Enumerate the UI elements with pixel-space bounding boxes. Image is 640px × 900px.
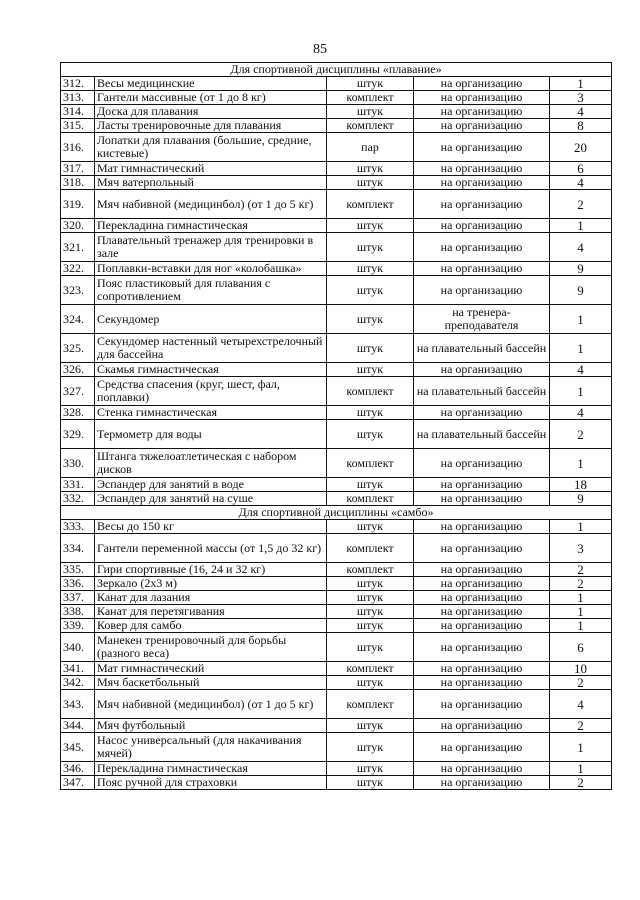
quantity-basis-cell: на организацию: [414, 733, 550, 762]
equipment-name-cell: Гири спортивные (16, 24 и 32 кг): [95, 563, 327, 577]
equipment-name-cell: Мяч набивной (медицинбол) (от 1 до 5 кг): [95, 690, 327, 719]
quantity-basis-cell: на организацию: [414, 619, 550, 633]
equipment-name-cell: Скамья гимнастическая: [95, 363, 327, 377]
count-cell: 3: [550, 91, 612, 105]
table-row: [61, 762, 612, 776]
quantity-basis-cell: на организацию: [414, 605, 550, 619]
row-number-cell: 337.: [61, 591, 95, 605]
unit-cell: штук: [327, 619, 414, 633]
row-number-cell: 342.: [61, 676, 95, 690]
row-number-cell: 323.: [61, 276, 95, 305]
section-title: Для спортивной дисциплины «самбо»: [61, 506, 612, 520]
equipment-name-cell: Стенка гимнастическая: [95, 406, 327, 420]
unit-cell: комплект: [327, 662, 414, 676]
section-header-row: [61, 63, 612, 77]
quantity-basis-cell: на организацию: [414, 719, 550, 733]
row-number-cell: 312.: [61, 77, 95, 91]
equipment-name-cell: Мат гимнастический: [95, 662, 327, 676]
row-number-cell: 334.: [61, 534, 95, 563]
count-cell: 9: [550, 492, 612, 506]
quantity-basis-cell: на организацию: [414, 176, 550, 190]
row-number-cell: 330.: [61, 449, 95, 478]
row-number-cell: 328.: [61, 406, 95, 420]
equipment-name-cell: Весы медицинские: [95, 77, 327, 91]
count-cell: 3: [550, 534, 612, 563]
table-row: [61, 719, 612, 733]
equipment-name-cell: Канат для лазания: [95, 591, 327, 605]
count-cell: 1: [550, 619, 612, 633]
row-number-cell: 341.: [61, 662, 95, 676]
table-row: [61, 690, 612, 719]
equipment-name-cell: Эспандер для занятий на суше: [95, 492, 327, 506]
equipment-table-body: [61, 63, 612, 790]
table-row: [61, 534, 612, 563]
row-number-cell: 325.: [61, 334, 95, 363]
unit-cell: штук: [327, 334, 414, 363]
section-title: Для спортивной дисциплины «плавание»: [61, 63, 612, 77]
count-cell: 2: [550, 676, 612, 690]
unit-cell: штук: [327, 420, 414, 449]
equipment-name-cell: Гантели массивные (от 1 до 8 кг): [95, 91, 327, 105]
equipment-name-cell: Гантели переменной массы (от 1,5 до 32 кг): [95, 534, 327, 563]
equipment-name-cell: Зеркало (2х3 м): [95, 577, 327, 591]
count-cell: 4: [550, 690, 612, 719]
quantity-basis-cell: на организацию: [414, 406, 550, 420]
unit-cell: штук: [327, 363, 414, 377]
unit-cell: штук: [327, 762, 414, 776]
count-cell: 4: [550, 406, 612, 420]
unit-cell: комплект: [327, 563, 414, 577]
table-row: [61, 676, 612, 690]
unit-cell: комплект: [327, 119, 414, 133]
unit-cell: пар: [327, 133, 414, 162]
table-row: [61, 363, 612, 377]
equipment-table: [60, 62, 612, 790]
row-number-cell: 335.: [61, 563, 95, 577]
equipment-name-cell: Средства спасения (круг, шест, фал, поплавки): [95, 377, 327, 406]
quantity-basis-cell: на организацию: [414, 162, 550, 176]
unit-cell: комплект: [327, 377, 414, 406]
table-row: [61, 449, 612, 478]
count-cell: 2: [550, 577, 612, 591]
table-row: [61, 619, 612, 633]
count-cell: 2: [550, 190, 612, 219]
table-row: [61, 478, 612, 492]
unit-cell: штук: [327, 77, 414, 91]
equipment-name-cell: Термометр для воды: [95, 420, 327, 449]
equipment-name-cell: Штанга тяжелоатлетическая с набором дисков: [95, 449, 327, 478]
equipment-name-cell: Канат для перетягивания: [95, 605, 327, 619]
row-number-cell: 333.: [61, 520, 95, 534]
quantity-basis-cell: на тренера-преподавателя: [414, 305, 550, 334]
row-number-cell: 324.: [61, 305, 95, 334]
quantity-basis-cell: на организацию: [414, 478, 550, 492]
count-cell: 2: [550, 420, 612, 449]
row-number-cell: 313.: [61, 91, 95, 105]
equipment-name-cell: Ласты тренировочные для плавания: [95, 119, 327, 133]
quantity-basis-cell: на организацию: [414, 690, 550, 719]
count-cell: 2: [550, 776, 612, 790]
quantity-basis-cell: на организацию: [414, 190, 550, 219]
count-cell: 1: [550, 377, 612, 406]
row-number-cell: 329.: [61, 420, 95, 449]
table-row: [61, 776, 612, 790]
row-number-cell: 321.: [61, 233, 95, 262]
count-cell: 6: [550, 162, 612, 176]
equipment-name-cell: Перекладина гимнастическая: [95, 219, 327, 233]
quantity-basis-cell: на организацию: [414, 91, 550, 105]
table-row: [61, 662, 612, 676]
count-cell: 10: [550, 662, 612, 676]
row-number-cell: 344.: [61, 719, 95, 733]
quantity-basis-cell: на организацию: [414, 262, 550, 276]
equipment-name-cell: Секундомер настенный четырехстрелочный для бассейна: [95, 334, 327, 363]
quantity-basis-cell: на организацию: [414, 449, 550, 478]
quantity-basis-cell: на организацию: [414, 276, 550, 305]
unit-cell: штук: [327, 478, 414, 492]
row-number-cell: 316.: [61, 133, 95, 162]
unit-cell: комплект: [327, 534, 414, 563]
count-cell: 9: [550, 262, 612, 276]
unit-cell: штук: [327, 633, 414, 662]
count-cell: 1: [550, 305, 612, 334]
table-row: [61, 305, 612, 334]
table-row: [61, 733, 612, 762]
equipment-name-cell: Мяч набивной (медицинбол) (от 1 до 5 кг): [95, 190, 327, 219]
count-cell: 18: [550, 478, 612, 492]
table-row: [61, 105, 612, 119]
count-cell: 1: [550, 591, 612, 605]
row-number-cell: 314.: [61, 105, 95, 119]
quantity-basis-cell: на организацию: [414, 563, 550, 577]
page-number: 85: [313, 42, 327, 57]
quantity-basis-cell: на организацию: [414, 776, 550, 790]
equipment-name-cell: Весы до 150 кг: [95, 520, 327, 534]
quantity-basis-cell: на организацию: [414, 363, 550, 377]
unit-cell: штук: [327, 233, 414, 262]
table-row: [61, 190, 612, 219]
equipment-name-cell: Мат гимнастический: [95, 162, 327, 176]
count-cell: 1: [550, 77, 612, 91]
row-number-cell: 315.: [61, 119, 95, 133]
equipment-name-cell: Перекладина гимнастическая: [95, 762, 327, 776]
unit-cell: штук: [327, 605, 414, 619]
row-number-cell: 326.: [61, 363, 95, 377]
quantity-basis-cell: на организацию: [414, 119, 550, 133]
unit-cell: штук: [327, 577, 414, 591]
unit-cell: штук: [327, 105, 414, 119]
count-cell: 20: [550, 133, 612, 162]
equipment-name-cell: Доска для плавания: [95, 105, 327, 119]
quantity-basis-cell: на организацию: [414, 492, 550, 506]
equipment-name-cell: Поплавки-вставки для ног «колобашка»: [95, 262, 327, 276]
count-cell: 4: [550, 233, 612, 262]
quantity-basis-cell: на плавательный бассейн: [414, 377, 550, 406]
row-number-cell: 336.: [61, 577, 95, 591]
quantity-basis-cell: на организацию: [414, 233, 550, 262]
equipment-name-cell: Секундомер: [95, 305, 327, 334]
unit-cell: комплект: [327, 91, 414, 105]
unit-cell: штук: [327, 276, 414, 305]
section-header-row: [61, 506, 612, 520]
count-cell: 2: [550, 719, 612, 733]
quantity-basis-cell: на организацию: [414, 762, 550, 776]
table-row: [61, 420, 612, 449]
count-cell: 1: [550, 520, 612, 534]
table-row: [61, 162, 612, 176]
table-row: [61, 406, 612, 420]
unit-cell: штук: [327, 162, 414, 176]
table-row: [61, 276, 612, 305]
equipment-name-cell: Эспандер для занятий в воде: [95, 478, 327, 492]
quantity-basis-cell: на организацию: [414, 520, 550, 534]
quantity-basis-cell: на организацию: [414, 133, 550, 162]
unit-cell: штук: [327, 176, 414, 190]
row-number-cell: 319.: [61, 190, 95, 219]
row-number-cell: 345.: [61, 733, 95, 762]
unit-cell: комплект: [327, 190, 414, 219]
row-number-cell: 327.: [61, 377, 95, 406]
unit-cell: штук: [327, 305, 414, 334]
table-row: [61, 262, 612, 276]
unit-cell: комплект: [327, 449, 414, 478]
quantity-basis-cell: на организацию: [414, 591, 550, 605]
quantity-basis-cell: на организацию: [414, 534, 550, 563]
table-row: [61, 492, 612, 506]
count-cell: 1: [550, 733, 612, 762]
table-row: [61, 219, 612, 233]
unit-cell: комплект: [327, 690, 414, 719]
count-cell: 1: [550, 605, 612, 619]
count-cell: 4: [550, 176, 612, 190]
table-row: [61, 377, 612, 406]
count-cell: 8: [550, 119, 612, 133]
table-row: [61, 77, 612, 91]
table-row: [61, 233, 612, 262]
count-cell: 1: [550, 449, 612, 478]
equipment-name-cell: Насос универсальный (для накачивания мячей): [95, 733, 327, 762]
unit-cell: штук: [327, 219, 414, 233]
row-number-cell: 320.: [61, 219, 95, 233]
quantity-basis-cell: на плавательный бассейн: [414, 334, 550, 363]
row-number-cell: 338.: [61, 605, 95, 619]
unit-cell: штук: [327, 719, 414, 733]
row-number-cell: 318.: [61, 176, 95, 190]
equipment-name-cell: Мяч футбольный: [95, 719, 327, 733]
equipment-name-cell: Ковер для самбо: [95, 619, 327, 633]
row-number-cell: 343.: [61, 690, 95, 719]
unit-cell: комплект: [327, 492, 414, 506]
row-number-cell: 332.: [61, 492, 95, 506]
unit-cell: штук: [327, 262, 414, 276]
count-cell: 1: [550, 334, 612, 363]
row-number-cell: 346.: [61, 762, 95, 776]
table-row: [61, 633, 612, 662]
equipment-name-cell: Мяч ватерпольный: [95, 176, 327, 190]
quantity-basis-cell: на плавательный бассейн: [414, 420, 550, 449]
row-number-cell: 347.: [61, 776, 95, 790]
unit-cell: штук: [327, 591, 414, 605]
equipment-name-cell: Пояс ручной для страховки: [95, 776, 327, 790]
table-row: [61, 176, 612, 190]
unit-cell: штук: [327, 520, 414, 534]
count-cell: 4: [550, 105, 612, 119]
table-row: [61, 577, 612, 591]
row-number-cell: 322.: [61, 262, 95, 276]
count-cell: 1: [550, 219, 612, 233]
table-row: [61, 91, 612, 105]
equipment-name-cell: Плавательный тренажер для тренировки в зале: [95, 233, 327, 262]
quantity-basis-cell: на организацию: [414, 105, 550, 119]
unit-cell: штук: [327, 776, 414, 790]
unit-cell: штук: [327, 733, 414, 762]
quantity-basis-cell: на организацию: [414, 219, 550, 233]
unit-cell: штук: [327, 406, 414, 420]
table-row: [61, 334, 612, 363]
table-row: [61, 591, 612, 605]
row-number-cell: 340.: [61, 633, 95, 662]
row-number-cell: 339.: [61, 619, 95, 633]
table-row: [61, 563, 612, 577]
equipment-name-cell: Манекен тренировочный для борьбы (разного веса): [95, 633, 327, 662]
count-cell: 1: [550, 762, 612, 776]
row-number-cell: 317.: [61, 162, 95, 176]
equipment-name-cell: Мяч баскетбольный: [95, 676, 327, 690]
quantity-basis-cell: на организацию: [414, 77, 550, 91]
table-row: [61, 133, 612, 162]
table-row: [61, 605, 612, 619]
table-row: [61, 119, 612, 133]
quantity-basis-cell: на организацию: [414, 662, 550, 676]
quantity-basis-cell: на организацию: [414, 633, 550, 662]
count-cell: 4: [550, 363, 612, 377]
quantity-basis-cell: на организацию: [414, 676, 550, 690]
unit-cell: штук: [327, 676, 414, 690]
equipment-name-cell: Лопатки для плавания (большие, средние, кистевые): [95, 133, 327, 162]
table-row: [61, 520, 612, 534]
row-number-cell: 331.: [61, 478, 95, 492]
count-cell: 6: [550, 633, 612, 662]
quantity-basis-cell: на организацию: [414, 577, 550, 591]
count-cell: 2: [550, 563, 612, 577]
equipment-name-cell: Пояс пластиковый для плавания с сопротивлением: [95, 276, 327, 305]
count-cell: 9: [550, 276, 612, 305]
